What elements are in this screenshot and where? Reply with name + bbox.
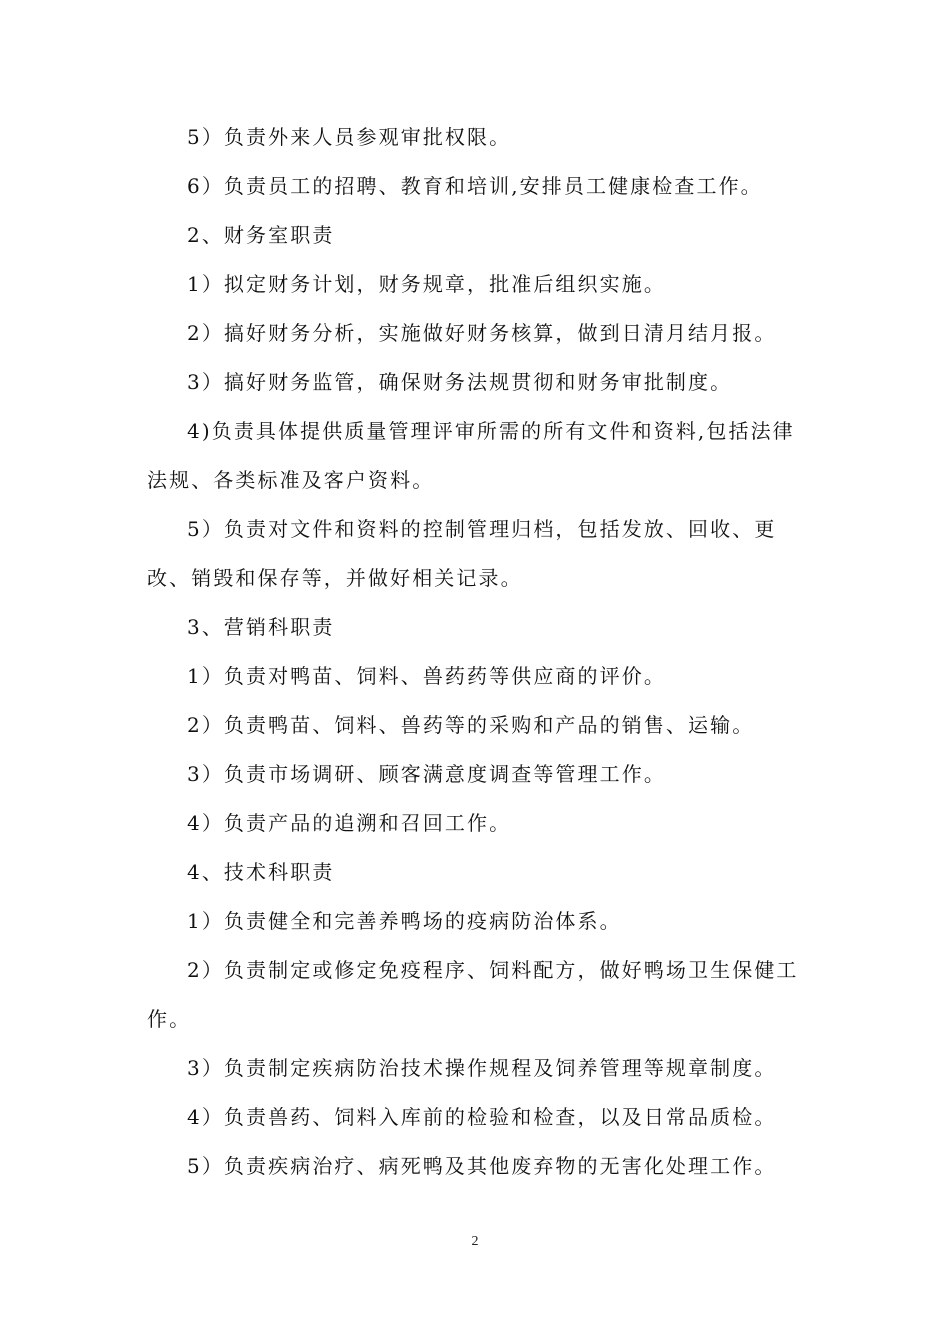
section-heading: 4、技术科职责 xyxy=(187,860,335,884)
paragraph: 5）负责疾病治疗、病死鸭及其他废弃物的无害化处理工作。 xyxy=(187,1154,777,1178)
paragraph: 1）负责对鸭苗、饲料、兽药药等供应商的评价。 xyxy=(187,664,666,688)
paragraph: 2）负责制定或修定免疫程序、饲料配方，做好鸭场卫生保健工作。 xyxy=(147,958,799,1031)
paragraph: 1）负责健全和完善养鸭场的疫病防治体系。 xyxy=(187,909,622,933)
paragraph: 4）负责兽药、饲料入库前的检验和检查，以及日常品质检。 xyxy=(187,1105,777,1129)
page-number: 2 xyxy=(471,1234,479,1249)
paragraph: 4）负责产品的追溯和召回工作。 xyxy=(187,811,512,835)
paragraph: 2）搞好财务分析，实施做好财务核算，做到日清月结月报。 xyxy=(187,321,777,345)
paragraph: 6）负责员工的招聘、教育和培训,安排员工健康检查工作。 xyxy=(187,174,763,198)
paragraph: 3）负责制定疾病防治技术操作规程及饲养管理等规章制度。 xyxy=(187,1056,777,1080)
paragraph: 4)负责具体提供质量管理评审所需的所有文件和资料,包括法律法规、各类标准及客户资料。 xyxy=(147,419,795,492)
paragraph: 5）负责对文件和资料的控制管理归档，包括发放、回收、更改、销毁和保存等，并做好相关记录。 xyxy=(147,517,777,590)
paragraph: 3）搞好财务监管，确保财务法规贯彻和财务审批制度。 xyxy=(187,370,733,394)
paragraph: 5）负责外来人员参观审批权限。 xyxy=(187,125,512,149)
paragraph: 1）拟定财务计划，财务规章，批准后组织实施。 xyxy=(187,272,666,296)
document-body xyxy=(147,113,807,1191)
paragraph: 3）负责市场调研、顾客满意度调查等管理工作。 xyxy=(187,762,666,786)
paragraph: 2）负责鸭苗、饲料、兽药等的采购和产品的销售、运输。 xyxy=(187,713,755,737)
section-heading: 2、财务室职责 xyxy=(187,223,335,247)
section-heading: 3、营销科职责 xyxy=(187,615,335,639)
